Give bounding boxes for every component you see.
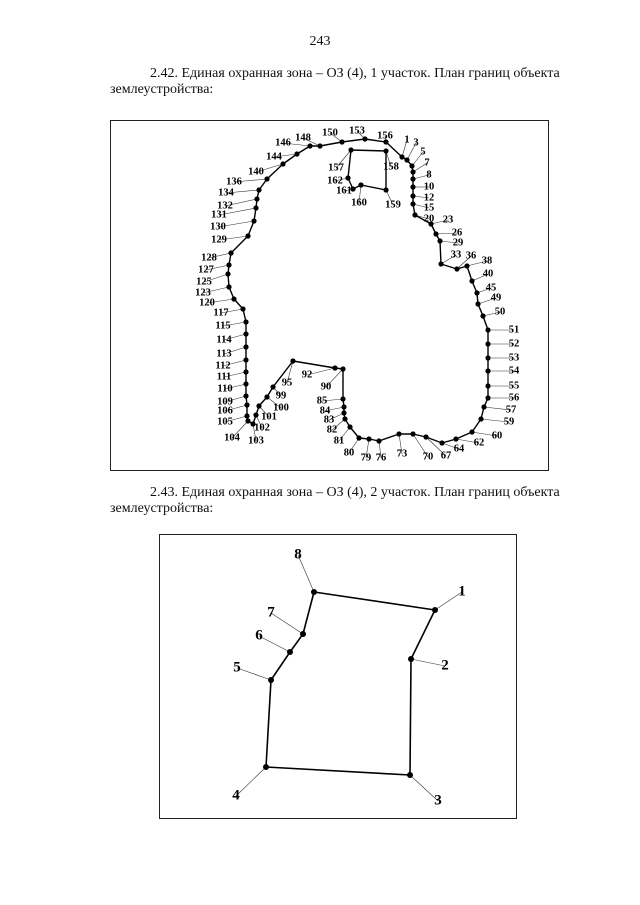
point-label-158: 158 — [383, 161, 399, 173]
boundary-point-115 — [243, 319, 248, 324]
boundary-point-45 — [474, 290, 479, 295]
boundary-point-130 — [251, 218, 256, 223]
point-label-99: 99 — [275, 390, 287, 402]
point-5-leader — [237, 668, 271, 680]
point-label-100: 100 — [273, 402, 289, 414]
point-label-120: 120 — [199, 297, 215, 309]
caption-2-43-line-2: землеустройства: — [110, 501, 214, 516]
point-label-20: 20 — [423, 213, 435, 225]
point-label-12: 12 — [423, 192, 435, 204]
point-label-146: 146 — [275, 137, 291, 149]
boundary-point-144 — [294, 151, 299, 156]
boundary-point-76 — [376, 438, 381, 443]
point-label-40: 40 — [482, 268, 494, 280]
boundary-point-104 — [245, 418, 250, 423]
boundary-point-67 — [423, 434, 428, 439]
point-label-156: 156 — [377, 130, 393, 142]
boundary-point-3 — [404, 157, 409, 162]
point-label-136: 136 — [226, 176, 242, 188]
boundary-point-160 — [358, 182, 363, 187]
caption-2-43 — [110, 485, 615, 517]
boundary-point-85 — [340, 396, 345, 401]
boundary-point-57 — [481, 404, 486, 409]
point-label-144: 144 — [266, 151, 282, 163]
boundary-point-134 — [256, 187, 261, 192]
boundary-point-56 — [485, 395, 490, 400]
boundary-point-102 — [253, 412, 258, 417]
point-label-81: 81 — [333, 435, 345, 447]
boundary-point-158 — [383, 148, 388, 153]
boundary-point-8 — [311, 589, 317, 595]
boundary-point-114 — [243, 331, 248, 336]
point-label-57: 57 — [505, 404, 517, 416]
boundary-point-132 — [254, 196, 259, 201]
point-label-67: 67 — [440, 450, 452, 462]
point-label-101: 101 — [261, 411, 277, 423]
boundary-point-51 — [485, 327, 490, 332]
point-label-140: 140 — [248, 166, 264, 178]
boundary-point-36 — [454, 266, 459, 271]
boundary-point-106 — [244, 402, 249, 407]
point-label-73: 73 — [396, 448, 408, 460]
boundary-point-15 — [410, 201, 415, 206]
point-label-134: 134 — [218, 187, 234, 199]
boundary-point-70 — [410, 431, 415, 436]
boundary-point-1 — [432, 607, 438, 613]
point-label-92: 92 — [301, 369, 313, 381]
boundary-point-29 — [437, 238, 442, 243]
point-label-80: 80 — [343, 447, 355, 459]
boundary-point-33 — [438, 261, 443, 266]
point-label-52: 52 — [508, 338, 520, 350]
point-label-4: 4 — [232, 787, 240, 804]
boundary-point-153 — [362, 136, 367, 141]
boundary-point-6 — [287, 649, 293, 655]
boundary-point-148 — [317, 143, 322, 148]
boundary-point-100 — [264, 394, 269, 399]
boundary-point-128 — [228, 250, 233, 255]
caption-2-42-line-2: землеустройства: — [110, 82, 214, 97]
point-label-104: 104 — [224, 432, 240, 444]
boundary-point-52 — [485, 341, 490, 346]
boundary-point-5 — [409, 163, 414, 168]
boundary-point-80 — [356, 435, 361, 440]
point-label-23: 23 — [442, 214, 454, 226]
boundary-point-10 — [410, 184, 415, 189]
boundary-point-3 — [407, 772, 413, 778]
boundary-point-131 — [253, 205, 258, 210]
point-label-7: 7 — [267, 604, 275, 621]
boundary-plan-2-drawing — [160, 535, 516, 818]
point-label-85: 85 — [316, 395, 328, 407]
boundary-point-159 — [383, 187, 388, 192]
boundary-point-26 — [433, 231, 438, 236]
point-label-3: 3 — [434, 792, 442, 809]
boundary-point-7 — [300, 631, 306, 637]
caption-2-42-line-1: 2.42. Единая охранная зона – ОЗ (4), 1 участок. План границ объекта — [150, 66, 560, 81]
point-label-3: 3 — [413, 137, 419, 149]
point-label-129: 129 — [211, 234, 227, 246]
boundary-point-90 — [340, 366, 345, 371]
page-number: 243 — [309, 34, 331, 49]
boundary-point-49 — [475, 301, 480, 306]
point-7-leader — [271, 613, 303, 634]
point-label-8: 8 — [294, 546, 302, 563]
point-label-153: 153 — [349, 125, 365, 137]
boundary-point-8 — [410, 176, 415, 181]
point-label-5: 5 — [233, 659, 241, 676]
point-label-55: 55 — [508, 380, 520, 392]
boundary-point-120 — [231, 296, 236, 301]
point-label-38: 38 — [481, 255, 493, 267]
point-label-160: 160 — [351, 197, 367, 209]
boundary-point-127 — [226, 262, 231, 267]
point-label-33: 33 — [450, 249, 462, 261]
boundary-point-79 — [366, 436, 371, 441]
point-label-128: 128 — [201, 252, 217, 264]
boundary-point-53 — [485, 355, 490, 360]
point-label-112: 112 — [215, 360, 231, 372]
boundary-point-113 — [243, 344, 248, 349]
point-label-123: 123 — [195, 287, 211, 299]
boundary-point-105 — [244, 413, 249, 418]
point-label-62: 62 — [473, 437, 485, 449]
point-label-148: 148 — [295, 132, 311, 144]
point-label-26: 26 — [451, 227, 463, 239]
point-label-115: 115 — [215, 320, 231, 332]
boundary-point-64 — [439, 440, 444, 445]
point-label-6: 6 — [255, 627, 263, 644]
point-label-109: 109 — [217, 396, 233, 408]
boundary-point-150 — [339, 139, 344, 144]
boundary-point-4 — [263, 764, 269, 770]
point-label-95: 95 — [281, 377, 293, 389]
point-label-90: 90 — [320, 381, 332, 393]
boundary-plan-2 — [159, 534, 517, 819]
caption-2-42 — [110, 66, 615, 98]
point-label-113: 113 — [216, 348, 232, 360]
point-label-110: 110 — [217, 383, 233, 395]
boundary-point-20 — [412, 212, 417, 217]
point-6-leader — [259, 636, 290, 652]
point-label-150: 150 — [322, 127, 338, 139]
boundary-point-136 — [264, 176, 269, 181]
boundary-point-129 — [245, 233, 250, 238]
boundary-point-101 — [256, 403, 261, 408]
boundary-point-50 — [480, 313, 485, 318]
point-label-132: 132 — [217, 200, 233, 212]
point-label-1: 1 — [458, 583, 466, 600]
point-label-64: 64 — [453, 443, 465, 455]
point-label-103: 103 — [248, 435, 264, 447]
point-label-159: 159 — [385, 199, 401, 211]
point-2-leader — [411, 659, 445, 666]
point-label-7: 7 — [424, 157, 430, 169]
point-label-161: 161 — [336, 185, 352, 197]
boundary-point-84 — [341, 404, 346, 409]
point-label-53: 53 — [508, 352, 520, 364]
boundary-plan-1-drawing — [111, 121, 548, 470]
boundary-point-99 — [270, 384, 275, 389]
point-label-102: 102 — [254, 422, 270, 434]
point-label-5: 5 — [420, 146, 426, 158]
point-label-51: 51 — [508, 324, 520, 336]
point-label-56: 56 — [508, 392, 520, 404]
boundary-point-73 — [396, 431, 401, 436]
inner-boundary-line — [348, 150, 386, 190]
boundary-point-110 — [243, 381, 248, 386]
boundary-point-111 — [243, 369, 248, 374]
point-label-49: 49 — [490, 292, 502, 304]
point-label-131: 131 — [211, 209, 227, 221]
point-4-leader — [236, 767, 266, 796]
boundary-point-109 — [243, 393, 248, 398]
caption-2-43-line-1: 2.43. Единая охранная зона – ОЗ (4), 2 участок. План границ объекта — [150, 485, 560, 500]
boundary-point-117 — [240, 306, 245, 311]
point-label-130: 130 — [210, 221, 226, 233]
boundary-point-62 — [453, 436, 458, 441]
point-label-2: 2 — [441, 657, 449, 674]
boundary-point-5 — [268, 677, 274, 683]
point-label-83: 83 — [323, 414, 335, 426]
point-label-105: 105 — [217, 416, 233, 428]
boundary-point-146 — [307, 143, 312, 148]
boundary-point-1 — [399, 154, 404, 159]
boundary-point-157 — [348, 147, 353, 152]
boundary-point-40 — [469, 278, 474, 283]
point-label-36: 36 — [465, 250, 477, 262]
boundary-point-55 — [485, 383, 490, 388]
boundary-point-12 — [410, 193, 415, 198]
boundary-point-38 — [464, 263, 469, 268]
point-label-125: 125 — [196, 276, 212, 288]
point-label-127: 127 — [198, 264, 214, 276]
boundary-point-59 — [478, 416, 483, 421]
point-label-60: 60 — [491, 430, 503, 442]
point-label-79: 79 — [360, 452, 372, 464]
point-label-84: 84 — [319, 405, 331, 417]
boundary-point-83 — [341, 410, 346, 415]
point-label-10: 10 — [423, 181, 435, 193]
point-label-157: 157 — [328, 162, 344, 174]
point-label-82: 82 — [326, 424, 338, 436]
point-label-106: 106 — [217, 405, 233, 417]
point-label-15: 15 — [423, 202, 435, 214]
point-label-114: 114 — [216, 334, 232, 346]
point-label-54: 54 — [508, 365, 520, 377]
boundary-plan-1 — [110, 120, 549, 471]
boundary-point-82 — [342, 416, 347, 421]
point-label-29: 29 — [452, 237, 464, 249]
point-label-76: 76 — [375, 452, 387, 464]
point-label-8: 8 — [426, 169, 432, 181]
boundary-point-7 — [410, 169, 415, 174]
boundary-point-112 — [243, 357, 248, 362]
boundary-point-54 — [485, 368, 490, 373]
boundary-point-125 — [225, 271, 230, 276]
boundary-point-60 — [469, 429, 474, 434]
boundary-point-162 — [345, 175, 350, 180]
point-label-111: 111 — [216, 371, 232, 383]
point-label-117: 117 — [213, 307, 229, 319]
point-label-162: 162 — [327, 175, 343, 187]
point-label-1: 1 — [404, 134, 410, 146]
boundary-point-81 — [347, 424, 352, 429]
point-label-50: 50 — [494, 306, 506, 318]
boundary-point-2 — [408, 656, 414, 662]
point-label-70: 70 — [422, 451, 434, 463]
plot-boundary-line — [266, 592, 435, 775]
point-label-59: 59 — [503, 416, 515, 428]
point-label-45: 45 — [485, 282, 497, 294]
boundary-point-123 — [226, 284, 231, 289]
boundary-point-95 — [290, 358, 295, 363]
boundary-point-92 — [332, 365, 337, 370]
